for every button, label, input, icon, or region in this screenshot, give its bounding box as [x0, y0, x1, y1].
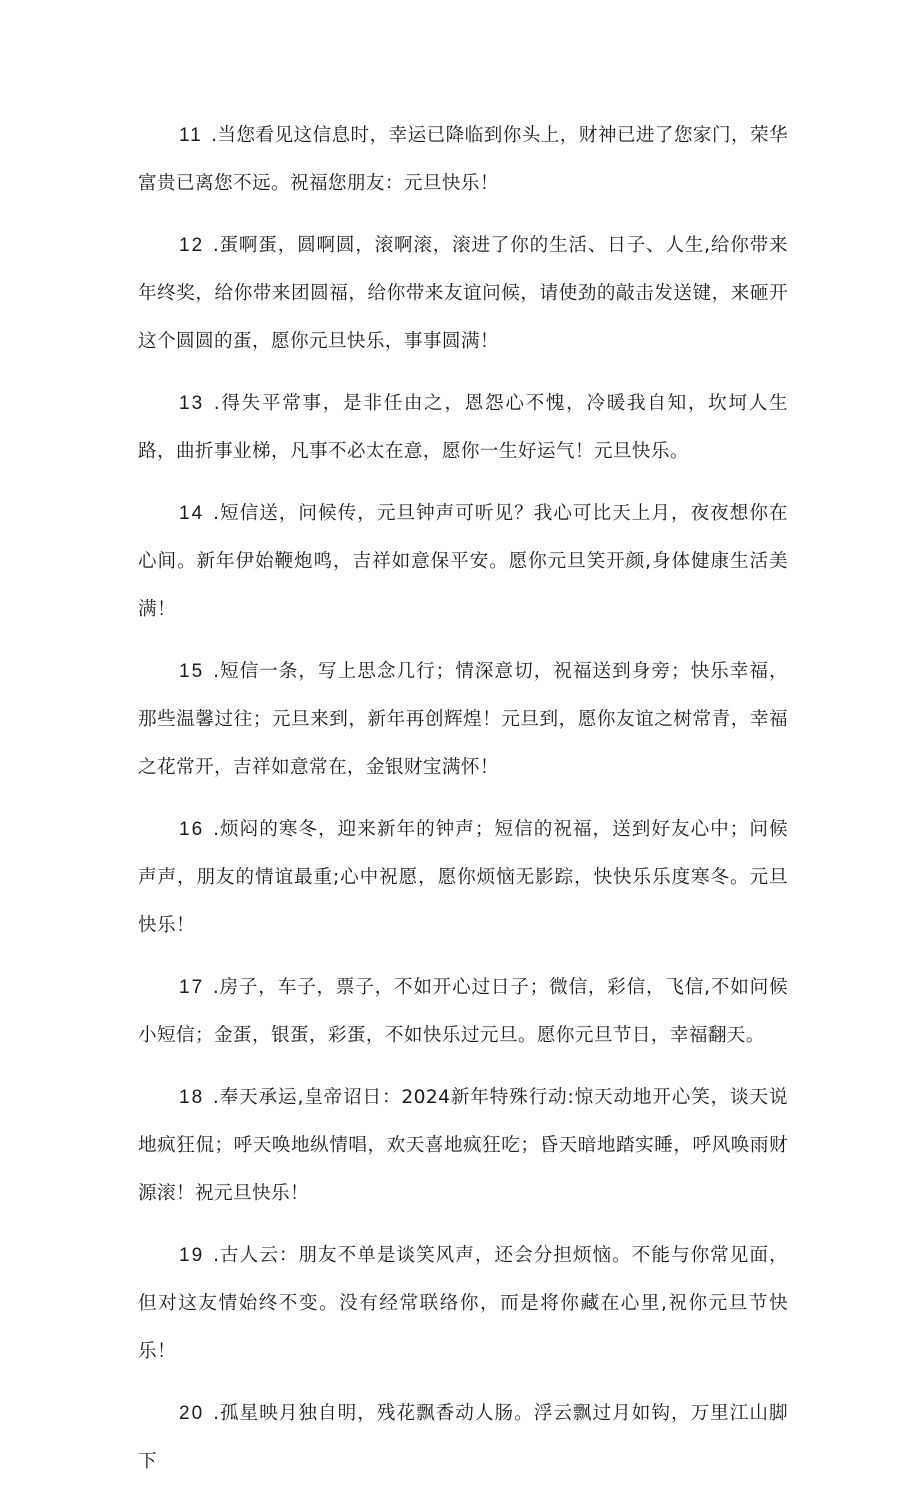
entry-text: .得失平常事，是非任由之，恩怨心不愧，冷暖我自知，坎坷人生路，曲折事业梯，凡事不必太在意，愿你一生好运气！元旦快乐。 — [138, 393, 789, 462]
entry-number: 11 — [179, 125, 203, 146]
entry-number: 14 — [179, 503, 205, 524]
blessing-entry-14 — [138, 490, 788, 634]
entry-number: 17 — [179, 977, 205, 998]
entry-text: .短信一条，写上思念几行；情深意切，祝福送到身旁；快乐幸福，那些温馨过往；元旦来到，新年再创辉煌！元旦到，愿你友谊之树常青，幸福之花常开，吉祥如意常在，金银财宝满怀！ — [138, 661, 789, 778]
blessing-entry-13 — [138, 380, 788, 476]
blessing-entry-20 — [138, 1390, 788, 1486]
blessing-entry-12 — [138, 222, 788, 366]
blessing-entry-11 — [138, 112, 788, 208]
entry-number: 13 — [179, 393, 205, 414]
blessing-entry-18 — [138, 1074, 788, 1218]
entry-text: .古人云：朋友不单是谈笑风声，还会分担烦恼。不能与你常见面，但对这友情始终不变。没有经常联络你，而是将你藏在心里,祝你元旦节快乐！ — [138, 1245, 789, 1362]
entry-number: 15 — [179, 661, 205, 682]
blessing-entry-15 — [138, 648, 788, 792]
blessing-entry-17 — [138, 964, 788, 1060]
entry-text: .当您看见这信息时，幸运已降临到你头上，财神已进了您家门，荣华富贵已离您不远。祝福您朋友：元旦快乐！ — [138, 125, 789, 194]
entry-number: 12 — [179, 235, 205, 256]
entry-number: 16 — [179, 819, 205, 840]
entry-text: .烦闷的寒冬，迎来新年的钟声；短信的祝福，送到好友心中；问候声声，朋友的情谊最重;心中祝愿，愿你烦恼无影踪，快快乐乐度寒冬。元旦快乐！ — [138, 819, 789, 936]
entry-text: .孤星映月独自明，残花飘香动人肠。浮云飘过月如钩，万里江山脚下 — [138, 1403, 789, 1472]
entry-text: .房子，车子，票子，不如开心过日子；微信，彩信，飞信,不如问候小短信；金蛋，银蛋，彩蛋，不如快乐过元旦。愿你元旦节日，幸福翻天。 — [138, 977, 788, 1046]
entry-number: 18 — [179, 1087, 205, 1108]
document-body — [138, 112, 788, 1500]
entry-text: .奉天承运,皇帝诏日：2024新年特殊行动:惊天动地开心笑，谈天说地疯狂侃；呼天唤地纵情唱，欢天喜地疯狂吃；昏天暗地踏实睡，呼风唤雨财源滚！祝元旦快乐！ — [138, 1087, 788, 1204]
entry-text: .短信送，问候传，元旦钟声可听见？我心可比天上月，夜夜想你在心间。新年伊始鞭炮鸣，吉祥如意保平安。愿你元旦笑开颜,身体健康生活美满！ — [138, 503, 789, 620]
blessing-entry-19 — [138, 1232, 788, 1376]
blessing-entry-16 — [138, 806, 788, 950]
entry-number: 19 — [179, 1245, 205, 1266]
entry-text: .蛋啊蛋，圆啊圆，滚啊滚，滚进了你的生活、日子、人生,给你带来年终奖，给你带来团圆福，给你带来友谊问候，请使劲的敲击发送键，来砸开这个圆圆的蛋，愿你元旦快乐，事事圆满！ — [138, 235, 788, 352]
entry-number: 20 — [179, 1403, 205, 1424]
